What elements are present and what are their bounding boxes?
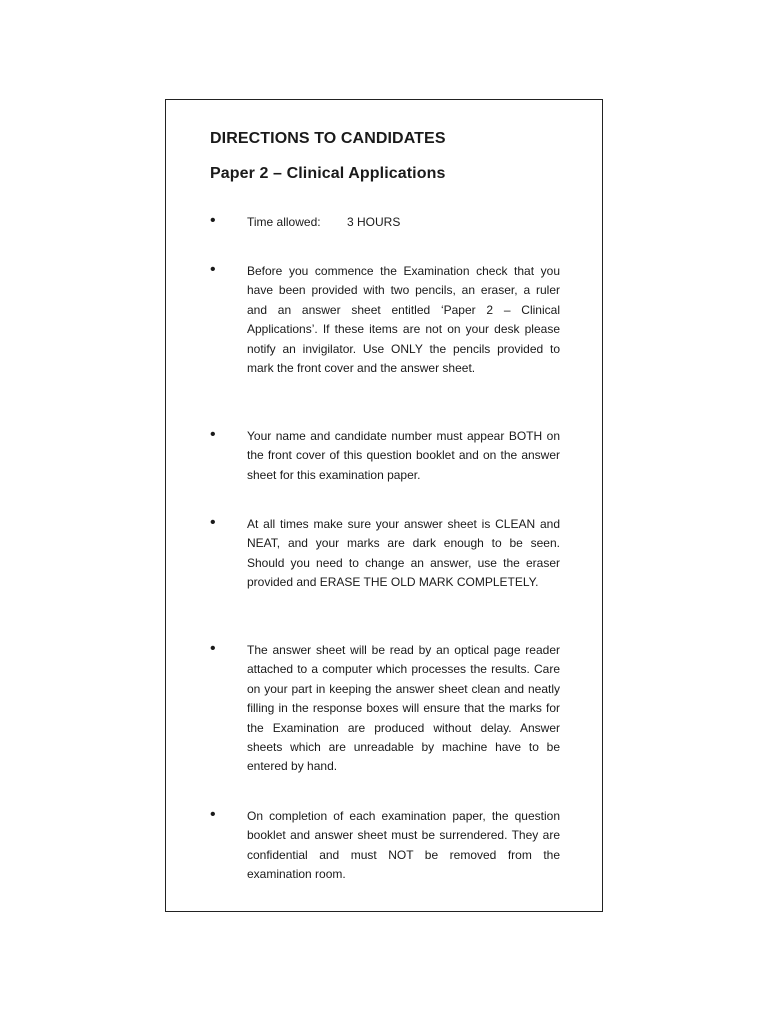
time-allowed-label: Time allowed:: [247, 215, 321, 229]
bullet-icon: •: [210, 426, 216, 443]
time-allowed-value: 3 HOURS: [347, 215, 401, 229]
instruction-text: Before you commence the Examination check that you have been provided with two pencils, an eraser, a ruler and an answer sheet entitled ‘Paper 2 – Clinical Applications’. If these items are not on your desk please notify an invigilator. Use ONLY the pencils provided to mark the front cover and the answer sheet.: [247, 264, 560, 376]
document-subtitle: Paper 2 – Clinical Applications: [210, 165, 446, 182]
bullet-icon: •: [210, 212, 216, 229]
bullet-icon: •: [210, 806, 216, 823]
bullet-icon: •: [210, 640, 216, 657]
bullet-icon: •: [210, 514, 216, 531]
instruction-text: At all times make sure your answer sheet is CLEAN and NEAT, and your marks are dark enough to be seen. Should you need to change an answer, use the eraser provided and ERASE THE OLD MARK COMPLETELY.: [247, 517, 560, 590]
instruction-text: The answer sheet will be read by an optical page reader attached to a computer which processes the results. Care on your part in keeping the answer sheet clean and neatly filling in the response boxes will ensure that the marks for the Examination are produced without delay. Answer sheets which are unreadable by machine have to be entered by hand.: [247, 643, 560, 774]
instruction-text: On completion of each examination paper, the question booklet and answer sheet must be surrendered. They are confidential and must NOT be removed from the examination room.: [247, 809, 560, 882]
bullet-icon: •: [210, 261, 216, 278]
instruction-text: Your name and candidate number must appear BOTH on the front cover of this question booklet and on the answer sheet for this examination paper.: [247, 429, 560, 482]
document-title: DIRECTIONS TO CANDIDATES: [210, 130, 446, 147]
